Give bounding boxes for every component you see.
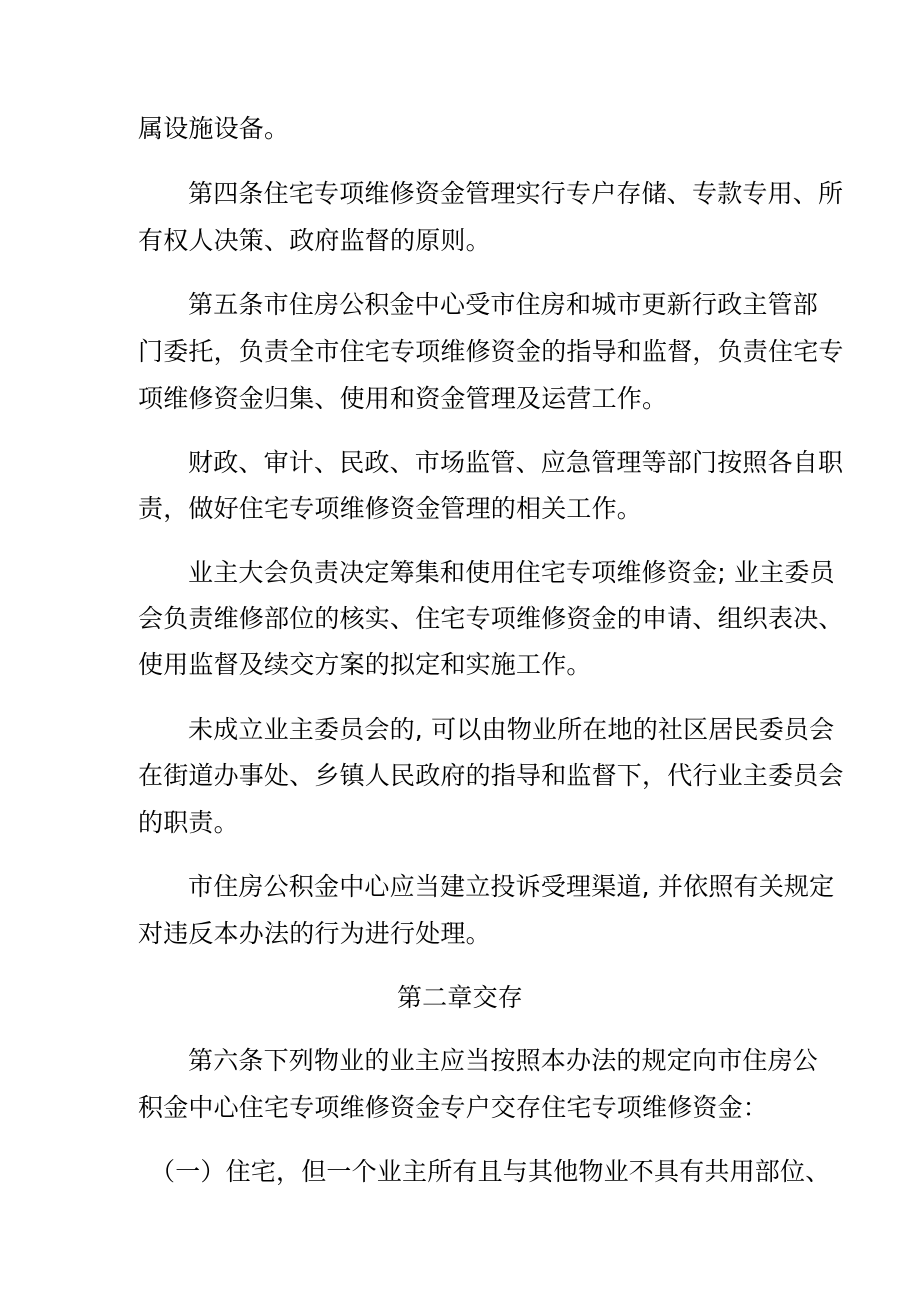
text-line: 使用监督及续交方案的拟定和实施工作。 <box>138 650 592 679</box>
text-line: 的职责。 <box>138 808 239 837</box>
article-5-paragraph: 第五条市住房公积金中心受市住房和城市更新行政主管部 <box>188 290 819 319</box>
text-line: 有权人决策、政府监督的原则。 <box>138 226 491 255</box>
paragraph-no-committee: 未成立业主委员会的, 可以由物业所在地的社区居民委员会 <box>188 715 835 744</box>
paragraph-owners-assembly: 业主大会负责决定筹集和使用住宅专项维修资金; 业主委员 <box>188 558 835 587</box>
text-line: 会负责维修部位的核实、住宅专项维修资金的申请、组织表决、 <box>138 604 844 633</box>
chapter-heading: 第二章交存 <box>396 983 523 1012</box>
paragraph-complaints: 市住房公积金中心应当建立投诉受理渠道, 并依照有关规定 <box>188 872 835 901</box>
article-4-paragraph: 第四条住宅专项维修资金管理实行专户存储、专款专用、所 <box>188 179 844 208</box>
text-line: 对违反本办法的行为进行处理。 <box>138 919 491 948</box>
paragraph-departments: 财政、审计、民政、市场监管、应急管理等部门按照各自职 <box>188 448 844 477</box>
article-6-paragraph: 第六条下列物业的业主应当按照本办法的规定向市住房公 <box>188 1046 819 1075</box>
text-line: 门委托，负责全市住宅专项维修资金的指导和监督，负责住宅专 <box>138 337 844 366</box>
text-line: 属设施设备。 <box>138 114 290 143</box>
text-line: 责，做好住宅专项维修资金管理的相关工作。 <box>138 494 643 523</box>
text-line: 项维修资金归集、使用和资金管理及运营工作。 <box>138 384 668 413</box>
list-item: （一）住宅，但一个业主所有且与其他物业不具有共用部位、 <box>150 1157 831 1186</box>
text-line: 在街道办事处、乡镇人民政府的指导和监督下，代行业主委员会 <box>138 761 844 790</box>
text-line: 积金中心住宅专项维修资金专户交存住宅专项维修资金： <box>138 1093 769 1122</box>
